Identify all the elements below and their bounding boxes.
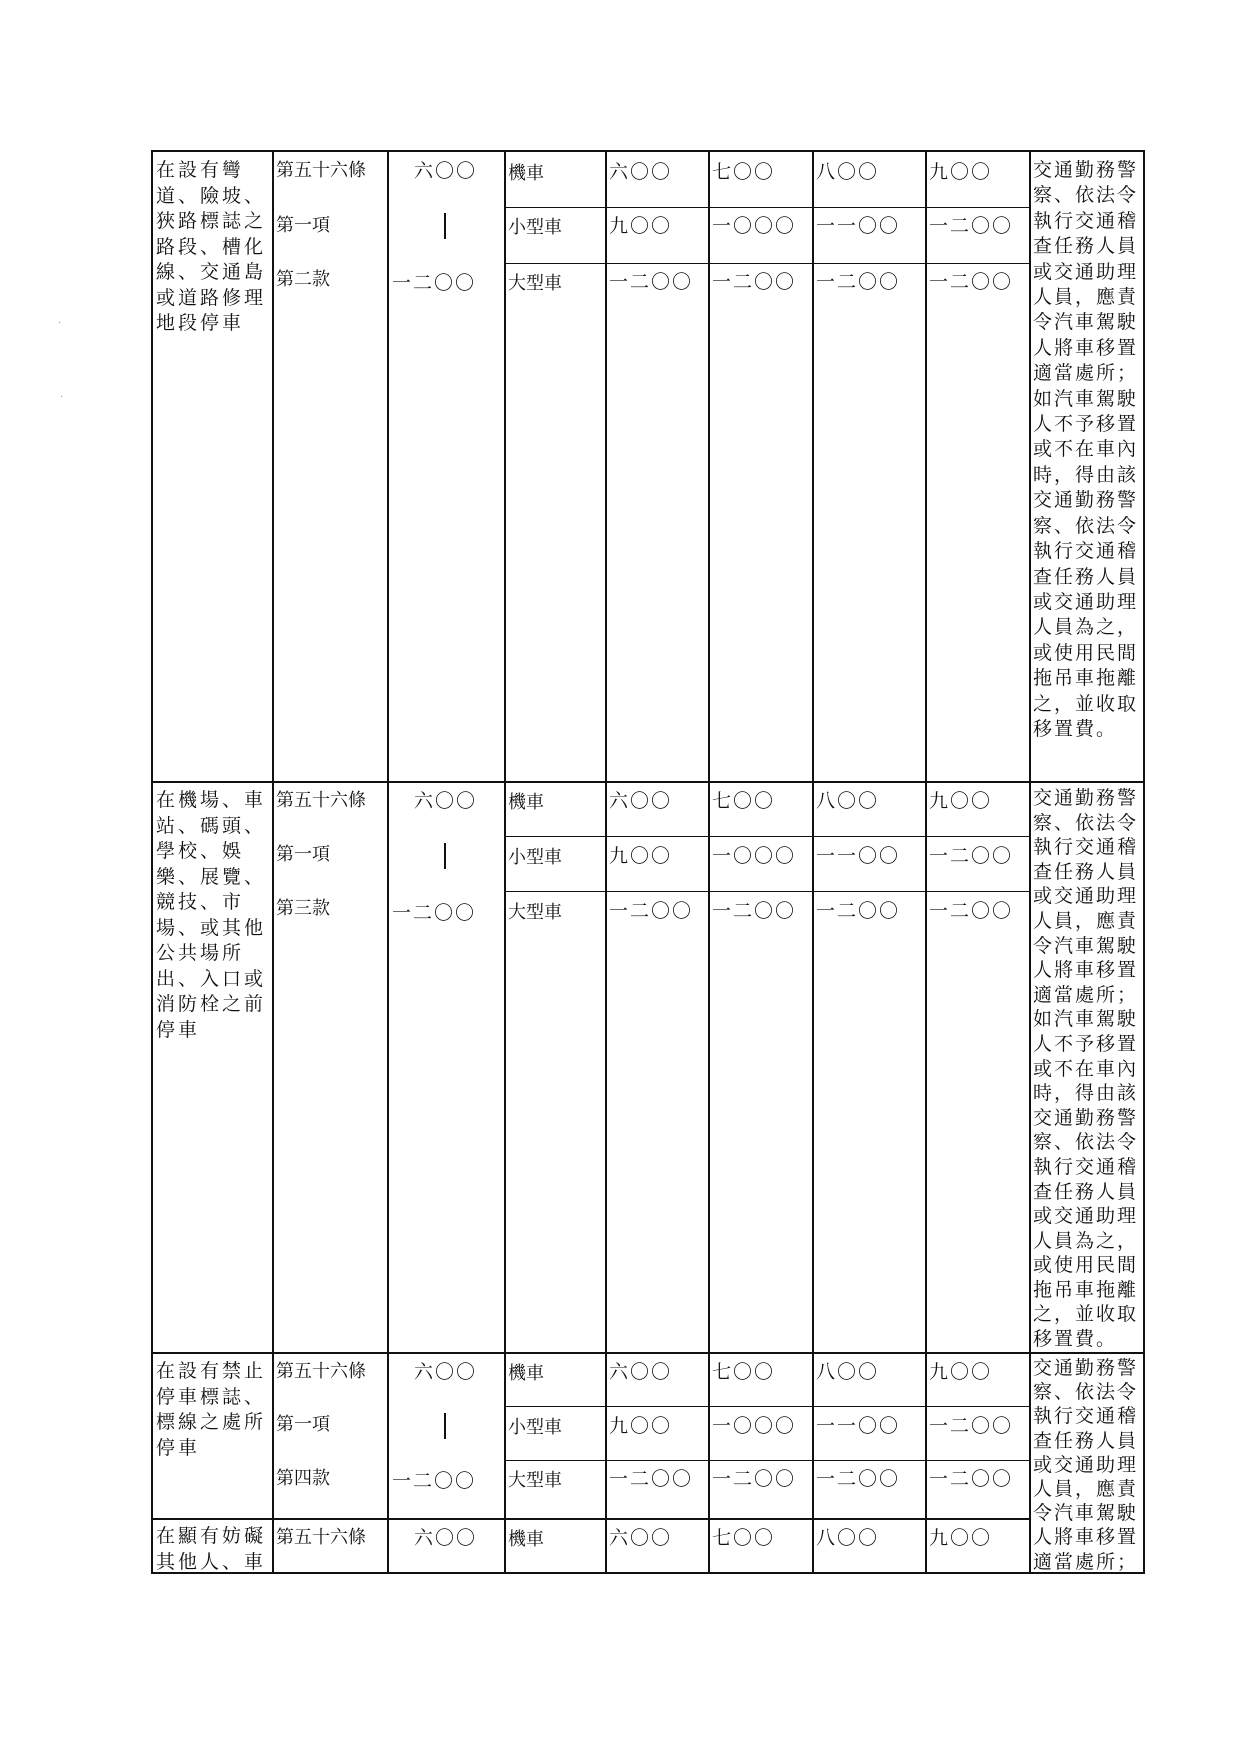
fine-level-1: 六〇〇	[609, 790, 673, 812]
fine-level-2: 一二〇〇	[712, 900, 797, 922]
fine-level-3: 一一〇〇	[816, 845, 901, 867]
fine-level-1: 六〇〇	[609, 1361, 673, 1383]
item-number: 第一項	[276, 1414, 330, 1435]
fine-min: 六〇〇	[414, 1527, 478, 1549]
fine-level-4: 一二〇〇	[929, 1468, 1014, 1490]
fine-level-1: 九〇〇	[609, 845, 673, 867]
clause-number: 第四款	[276, 1468, 330, 1489]
fine-level-4: 一二〇〇	[929, 900, 1014, 922]
fine-level-3: 一二〇〇	[816, 1468, 901, 1490]
row-divider	[504, 836, 1029, 837]
table-border-right	[1143, 150, 1145, 1572]
fine-max: 一二〇〇	[392, 272, 477, 294]
fine-level-3: 八〇〇	[816, 1361, 880, 1383]
vehicle-type: 機車	[508, 792, 544, 813]
row-divider	[504, 1460, 1029, 1461]
violation-description: 在設有禁止停車標誌、標線之處所停車	[156, 1360, 267, 1459]
fine-level-4: 九〇〇	[929, 1527, 993, 1549]
vehicle-type: 大型車	[508, 1470, 562, 1491]
fine-level-2: 一二〇〇	[712, 1468, 797, 1490]
fine-max: 一二〇〇	[392, 902, 477, 924]
item-number: 第一項	[276, 215, 330, 236]
table-border-left	[151, 150, 153, 1572]
row-divider	[504, 207, 1029, 208]
article-number: 第五十六條	[276, 1361, 366, 1382]
fine-level-1: 一二〇〇	[609, 271, 694, 293]
article-number: 第五十六條	[276, 790, 366, 811]
article-number: 第五十六條	[276, 160, 366, 181]
vehicle-type: 機車	[508, 163, 544, 184]
fine-level-1: 六〇〇	[609, 1527, 673, 1549]
fine-max: 一二〇〇	[392, 1470, 477, 1492]
fine-level-2: 一〇〇〇	[712, 1415, 797, 1437]
row-divider	[504, 891, 1029, 892]
fine-level-2: 七〇〇	[712, 790, 776, 812]
row-divider	[151, 1518, 1031, 1520]
item-number: 第一項	[276, 844, 330, 865]
column-divider	[272, 150, 274, 1572]
fine-level-4: 一二〇〇	[929, 845, 1014, 867]
fine-level-1: 一二〇〇	[609, 1468, 694, 1490]
fine-min: 六〇〇	[414, 790, 478, 812]
column-divider	[1029, 150, 1031, 1572]
column-divider	[812, 150, 814, 1572]
fine-level-2: 七〇〇	[712, 161, 776, 183]
column-divider	[605, 150, 607, 1572]
column-divider	[387, 150, 389, 1572]
fine-level-4: 九〇〇	[929, 1361, 993, 1383]
fine-range-bar	[444, 213, 446, 239]
fine-level-4: 一二〇〇	[929, 215, 1014, 237]
fine-level-2: 七〇〇	[712, 1361, 776, 1383]
fine-level-2: 一〇〇〇	[712, 215, 797, 237]
fine-level-3: 一二〇〇	[816, 900, 901, 922]
fine-level-3: 一一〇〇	[816, 1415, 901, 1437]
row-divider	[504, 1406, 1029, 1407]
table-border-top	[151, 150, 1145, 152]
fine-level-3: 八〇〇	[816, 1527, 880, 1549]
scan-artifact: ·	[60, 392, 64, 403]
vehicle-type: 大型車	[508, 902, 562, 923]
remarks: 交通勤務警 察、依法令 執行交通稽 查任務人員 或交通助理 人員，應責 令汽車駕駛 人將車移置 適當處所； 如汽車駕駛 人不予移置 或不在車內 時，得由該 交通勤務警 察、依法令 執行交通稽 查任務人員 或交通助理 人員為之， 或使用民間 拖吊車拖離 之，並收取 移置費。	[1033, 159, 1139, 740]
fine-level-1: 九〇〇	[609, 1415, 673, 1437]
fine-range-bar	[444, 1413, 446, 1439]
fine-level-4: 一二〇〇	[929, 271, 1014, 293]
vehicle-type: 機車	[508, 1529, 544, 1550]
scan-artifact: ·	[58, 318, 62, 329]
column-divider	[925, 150, 927, 1572]
remarks: 交通勤務警 察、依法令 執行交通稽 查任務人員 或交通助理 人員，應責 令汽車駕駛 人將車移置 適當處所； 如汽車駕駛 人不予移置 或不在車內 時，得由該 交通勤務警 察、依法令 執行交通稽 查任務人員 或交通助理 人員為之， 或使用民間 拖吊車拖離 之，並收取 移置費。	[1033, 787, 1139, 1351]
clause-number: 第三款	[276, 898, 330, 919]
column-divider	[708, 150, 710, 1572]
violation-description: 在設有彎道、險坡、狹路標誌之路段、槽化線、交通島或道路修理地段停車	[156, 159, 267, 334]
fine-level-2: 一二〇〇	[712, 271, 797, 293]
fine-level-3: 一一〇〇	[816, 215, 901, 237]
vehicle-type: 小型車	[508, 1417, 562, 1438]
violation-description: 在顯有妨礙其他人、車	[156, 1525, 267, 1573]
article-number: 第五十六條	[276, 1527, 366, 1548]
fine-level-2: 一〇〇〇	[712, 845, 797, 867]
fine-min: 六〇〇	[414, 160, 478, 182]
fine-level-4: 九〇〇	[929, 161, 993, 183]
row-divider	[504, 263, 1029, 264]
row-divider	[151, 1352, 1145, 1354]
fine-min: 六〇〇	[414, 1361, 478, 1383]
fine-level-3: 一二〇〇	[816, 271, 901, 293]
fine-level-3: 八〇〇	[816, 161, 880, 183]
fine-level-1: 六〇〇	[609, 161, 673, 183]
vehicle-type: 大型車	[508, 273, 562, 294]
fine-level-4: 九〇〇	[929, 790, 993, 812]
clause-number: 第二款	[276, 269, 330, 290]
column-divider	[504, 150, 506, 1572]
vehicle-type: 小型車	[508, 217, 562, 238]
violation-description: 在機場、車站、碼頭、學校、娛樂、展覽、競技、市場、或其他公共場所出、入口或消防栓之前停車	[156, 789, 267, 1041]
fine-level-3: 八〇〇	[816, 790, 880, 812]
remarks: 交通勤務警 察、依法令 執行交通稽 查任務人員 或交通助理 人員，應責 令汽車駕駛 人將車移置 適當處所；	[1033, 1357, 1139, 1573]
fine-range-bar	[444, 843, 446, 869]
fine-level-2: 七〇〇	[712, 1527, 776, 1549]
row-divider	[151, 781, 1145, 783]
vehicle-type: 小型車	[508, 847, 562, 868]
fine-level-1: 九〇〇	[609, 215, 673, 237]
table-border-bottom	[151, 1572, 1145, 1574]
fine-level-1: 一二〇〇	[609, 900, 694, 922]
fine-level-4: 一二〇〇	[929, 1415, 1014, 1437]
vehicle-type: 機車	[508, 1363, 544, 1384]
